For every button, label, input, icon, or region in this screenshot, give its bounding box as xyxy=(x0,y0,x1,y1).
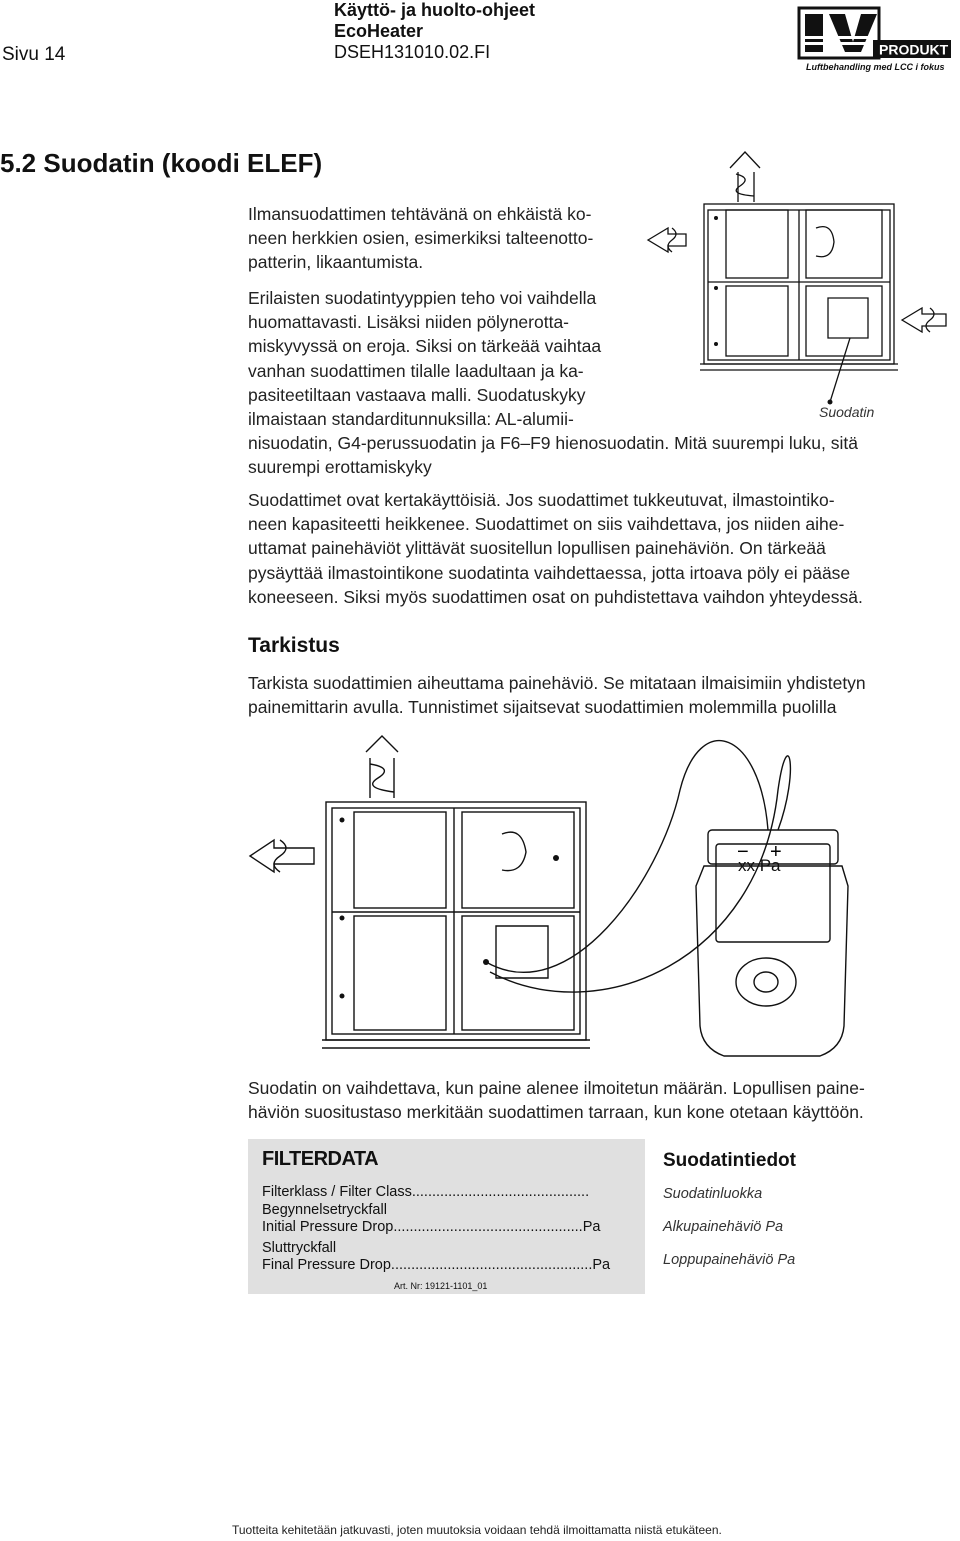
filter-types-paragraph: Erilaisten suodatintyyppien teho voi vaihdella huomattavasti. Lisäksi niiden pölynerotta- miskyvyssä on eroja. Siksi on tärkeää vaihtaa vanhan suodattimen tilalle laadultaan ja ka- pasiteetiltaan vastaava malli. Suodatuskyky ilmaistaan standarditunnuksilla: AL-alumii- nisuodatin, G4-perussuodatin ja F6–F9 hienosuodatin. Mitä suurempi luku, sitä suurempi erottamiskyky xyxy=(248,288,858,478)
filter-info-heading: Suodatintiedot xyxy=(663,1150,796,1171)
check-heading: Tarkistus xyxy=(248,634,340,657)
manual-title: Käyttö- ja huolto-ohjeet xyxy=(334,0,535,20)
gauge-minus-label: − xyxy=(737,841,749,863)
replacement-paragraph: Suodattimet ovat kertakäyttöisiä. Jos suodattimet tukkeutuvat, ilmastointiko- neen kapasiteetti heikkenee. Suodattimet on siis vaihdettava, jos niiden aihe- uttamat painehäviöt ylittävät suositellun lopullisen painehäviön. On tärkeää pysäyttää ilmastointikone suodatinta vaihdettaessa, jotta irtoava pöly ei pääse koneeseen. Siksi myös suodattimen osat on puhdistettava vaihdon yhteydessä. xyxy=(248,490,863,607)
article-number: Art. Nr: 19121-1101_01 xyxy=(394,1281,488,1291)
page-number: Sivu 14 xyxy=(2,44,66,65)
unit-diagram xyxy=(640,148,960,408)
initial-drop-en: Initial Pressure Drop...............................................Pa xyxy=(262,1219,601,1235)
gauge-plus-label: + xyxy=(770,841,782,863)
initial-drop-fi: Alkupainehäviö Pa xyxy=(663,1219,784,1235)
intro-paragraph: Ilmansuodattimen tehtävänä on ehkäistä ko- neen herkkien osien, esimerkiksi talteenotto- patterin, likaantumista. xyxy=(248,204,594,273)
final-drop-en: Final Pressure Drop..................................................Pa xyxy=(262,1257,611,1273)
filter-label: Suodatin xyxy=(819,404,875,420)
logo-brand: PRODUKT xyxy=(879,41,949,58)
section-title: 5.2 Suodatin (koodi ELEF) xyxy=(0,148,323,178)
gauge-display: xx Pa xyxy=(738,856,781,875)
final-drop-fi: Loppupainehäviö Pa xyxy=(663,1252,796,1268)
check-paragraph: Tarkista suodattimien aiheuttama painehäviö. Se mitataan ilmaisimiin yhdistetyn painemittarin avulla. Tunnistimet sijaitsevat suodattimien molemmilla puolilla xyxy=(248,673,866,718)
document-header xyxy=(334,0,535,63)
final-drop-sv: Sluttryckfall xyxy=(262,1240,337,1256)
product-name: EcoHeater xyxy=(334,21,424,41)
filter-class-line: Filterklass / Filter Class............................................ xyxy=(262,1184,590,1200)
logo-tagline: Luftbehandling med LCC i fokus xyxy=(806,62,945,72)
footer-note: Tuotteita kehitetään jatkuvasti, joten muutoksia voidaan tehdä ilmoittamatta niistä etukäteen. xyxy=(232,1523,722,1537)
filterdata-title: FILTERDATA xyxy=(262,1148,379,1170)
document-code: DSEH131010.02.FI xyxy=(334,42,491,62)
pressure-measurement-diagram xyxy=(240,730,960,1070)
final-pressure-paragraph: Suodatin on vaihdettava, kun paine alenee ilmoitetun määrän. Lopullisen paine- häviön suositustaso merkitään suodattimen tarraan, kun kone otetaan käyttöön. xyxy=(248,1078,865,1123)
filter-class-fi: Suodatinluokka xyxy=(663,1186,763,1202)
initial-drop-sv: Begynnelsetryckfall xyxy=(262,1202,387,1218)
